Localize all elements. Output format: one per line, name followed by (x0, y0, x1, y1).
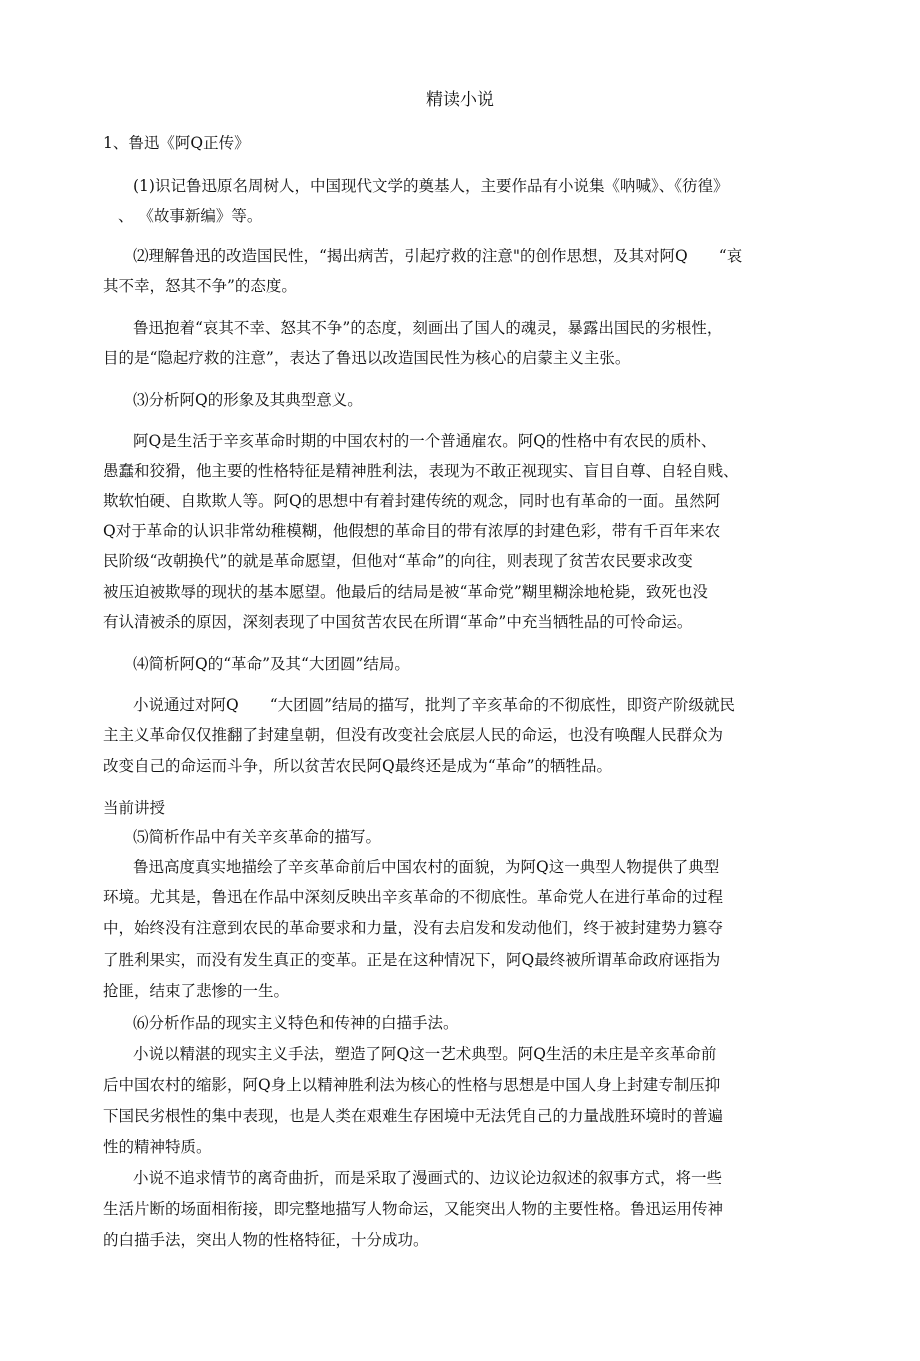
item1-line-1: (1)识记鲁迅原名周树人，中国现代文学的奠基人，主要作品有小说集《呐喊》、《彷徨》 (133, 177, 729, 195)
page-title: 精读小说 (426, 90, 494, 110)
item6-answer-a-line-3: 下国民劣根性的集中表现，也是人类在艰难生存困境中无法凭自己的力量战胜环境时的普遍 (103, 1107, 724, 1125)
item4-answer-line-3: 改变自己的命运而斗争，所以贫苦农民阿Q最终还是成为“革命”的牺牲品。 (103, 757, 613, 775)
item6-answer-a-line-1: 小说以精湛的现实主义手法，塑造了阿Q这一艺术典型。阿Q生活的未庄是辛亥革命前 (133, 1045, 717, 1063)
item6-heading: ⑹分析作品的现实主义特色和传神的白描手法。 (133, 1014, 459, 1032)
item5-answer-line-1: 鲁迅高度真实地描绘了辛亥革命前后中国农村的面貌，为阿Q这一典型人物提供了典型 (133, 858, 720, 876)
item6-answer-b-line-2: 生活片断的场面相衔接，即完整地描写人物命运，又能突出人物的主要性格。鲁迅运用传神 (103, 1200, 724, 1218)
item5-heading: ⑸简析作品中有关辛亥革命的描写。 (133, 828, 382, 846)
item6-answer-a-line-2: 后中国农村的缩影，阿Q身上以精神胜利法为核心的性格与思想是中国人身上封建专制压抑 (103, 1076, 721, 1094)
item2-answer-line-1: 鲁迅抱着“哀其不幸、怒其不争”的态度，刻画出了国人的魂灵，暴露出国民的劣根性， (133, 319, 723, 337)
item4-answer-line-2: 主主义革命仅仅推翻了封建皇朝，但没有改变社会底层人民的命运，也没有唤醒人民群众为 (103, 726, 724, 744)
item3-answer-line-5: 民阶级“改朝换代”的就是革命愿望，但他对“革命”的向往，则表现了贫苦农民要求改变 (103, 552, 693, 570)
item3-answer-line-7: 有认清被杀的原因，深刻表现了中国贫苦农民在所谓“革命”中充当牺牲品的可怜命运。 (103, 613, 693, 631)
item3-answer-line-1: 阿Q是生活于辛亥革命时期的中国农村的一个普通雇农。阿Q的性格中有农民的质朴、 (133, 432, 717, 450)
item5-answer-line-5: 抢匪，结束了悲惨的一生。 (103, 982, 290, 1000)
item1-line-2: 、 《故事新编》等。 (118, 207, 263, 225)
item5-answer-line-4: 了胜利果实，而没有发生真正的变革。正是在这种情况下，阿Q最终被所谓革命政府诬指为 (103, 951, 721, 969)
item3-answer-line-6: 被压迫被欺辱的现状的基本愿望。他最后的结局是被“革命党”糊里糊涂地枪毙，致死也没 (103, 583, 708, 601)
item6-answer-b-line-3: 的白描手法，突出人物的性格特征，十分成功。 (103, 1231, 429, 1249)
item2-line-1: ⑵理解鲁迅的改造国民性，“揭出病苦，引起疗救的注意"的创作思想，及其对阿Q “哀 (133, 247, 743, 265)
item5-answer-line-2: 环境。尤其是，鲁迅在作品中深刻反映出辛亥革命的不彻底性。革命党人在进行革命的过程 (103, 888, 724, 906)
item2-answer-line-2: 目的是“隐起疗救的注意”，表达了鲁迅以改造国民性为核心的启蒙主义主张。 (103, 349, 631, 367)
item6-answer-a-line-4: 性的精神特质。 (103, 1138, 212, 1156)
item4-answer-line-1: 小说通过对阿Q “大团圆”结局的描写，批判了辛亥革命的不彻底性，即资产阶级就民 (133, 696, 736, 714)
section-heading: 1、鲁迅《阿Q正传》 (103, 134, 250, 152)
current-lecture-marker: 当前讲授 (103, 799, 166, 817)
item3-heading: ⑶分析阿Q的形象及其典型意义。 (133, 391, 363, 409)
item3-answer-line-3: 欺软怕硬、自欺欺人等。阿Q的思想中有着封建传统的观念，同时也有革命的一面。虽然阿 (103, 492, 721, 510)
item6-answer-b-line-1: 小说不追求情节的离奇曲折，而是采取了漫画式的、边议论边叙述的叙事方式，将一些 (133, 1169, 723, 1187)
item5-answer-line-3: 中，始终没有注意到农民的革命要求和力量，没有去启发和发动他们，终于被封建势力篡夺 (103, 919, 724, 937)
item3-answer-line-2: 愚蠢和狡猾，他主要的性格特征是精神胜利法，表现为不敢正视现实、盲目自尊、自轻自贱、 (103, 462, 739, 480)
item3-answer-line-4: Q对于革命的认识非常幼稚模糊，他假想的革命目的带有浓厚的封建色彩，带有千百年来农 (103, 522, 721, 540)
item4-heading: ⑷简析阿Q的“革命”及其“大团圆”结局。 (133, 655, 410, 673)
item2-line-2: 其不幸，怒其不争”的态度。 (103, 277, 297, 295)
